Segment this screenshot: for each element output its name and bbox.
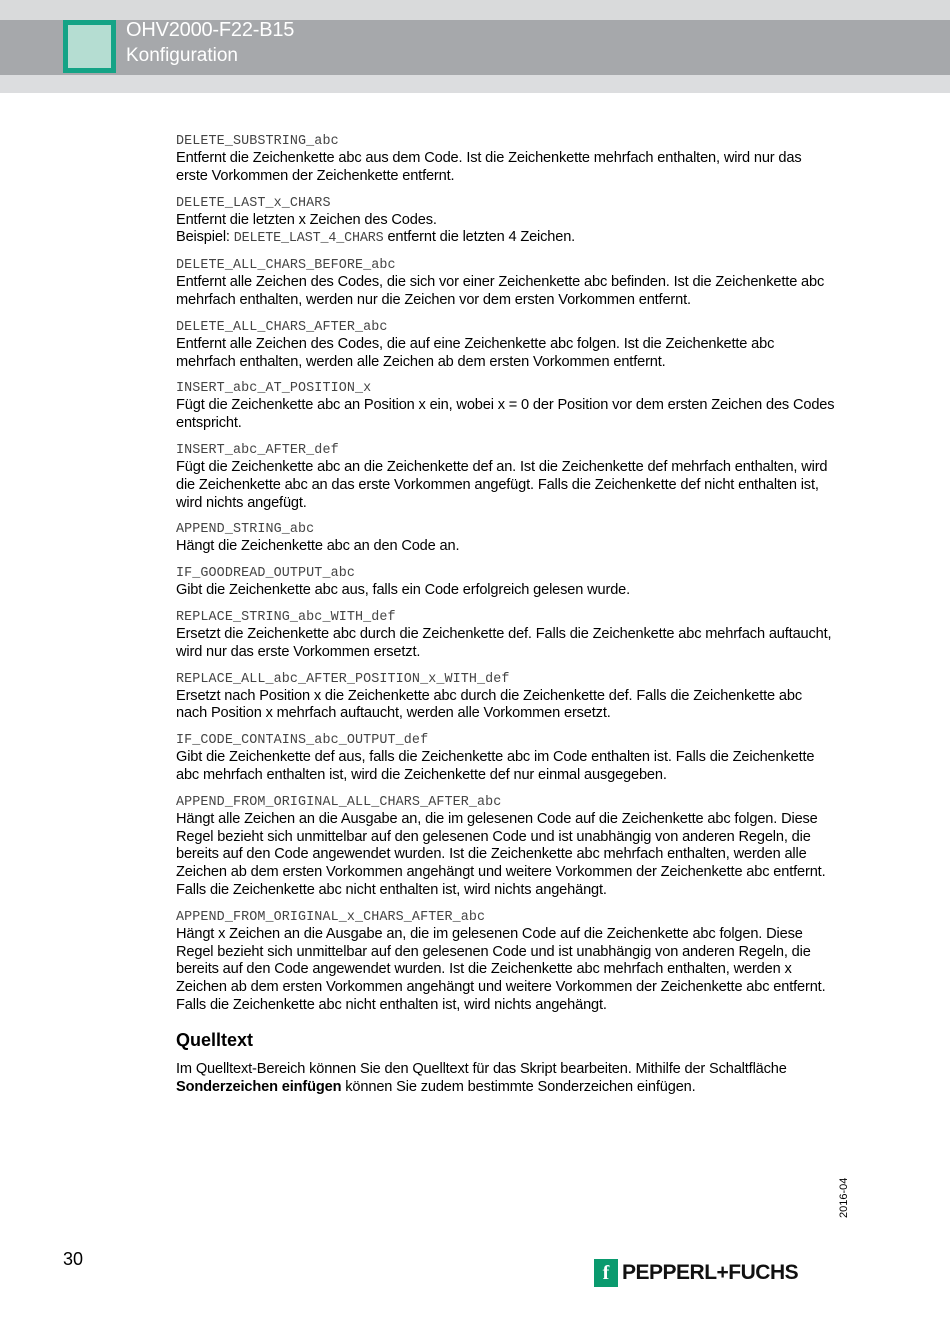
rule-description: Gibt die Zeichenkette def aus, falls die Zeichenkette abc im Code enthalten ist. Falls die Zeichenkette abc mehrfach enthalten ist, wird die Zeichenkette def nur einmal ausgegeben.	[176, 749, 815, 783]
rule-description: Fügt die Zeichenkette abc an die Zeichenkette def an. Ist die Zeichenkette def mehrfach enthalten, wird die Zeichenkette abc an das erste Vorkommen angefügt. Falls die Zeichenkette def nicht enthalten ist, wird nichts angefügt.	[176, 458, 828, 511]
rule-description: Hängt die Zeichenkette abc an den Code an.	[176, 538, 460, 555]
rule-entry	[176, 522, 836, 556]
brand-mark-icon: f	[594, 1259, 618, 1287]
rule-code: DELETE_ALL_CHARS_BEFORE_abc	[176, 258, 396, 274]
header-logo-box	[63, 20, 116, 73]
rule-entry	[176, 733, 836, 785]
edition-date: 2016-04	[838, 1177, 850, 1218]
rule-code: APPEND_FROM_ORIGINAL_x_CHARS_AFTER_abc	[176, 909, 486, 925]
rule-code: INSERT_abc_AT_POSITION_x	[176, 381, 372, 397]
page-number: 30	[63, 1249, 84, 1269]
rule-code: IF_GOODREAD_OUTPUT_abc	[176, 566, 355, 582]
main-content	[176, 134, 836, 1096]
rule-entry	[176, 258, 836, 310]
rule-code: INSERT_abc_AFTER_def	[176, 442, 339, 458]
rule-entry	[176, 910, 836, 1015]
header-subtitle: Konfiguration	[126, 45, 238, 66]
section-text-before: Im Quelltext-Bereich können Sie den Quelltext für das Skript bearbeiten. Mithilfe der Schaltfläche	[176, 1060, 787, 1077]
rule-code: APPEND_FROM_ORIGINAL_ALL_CHARS_AFTER_abc	[176, 794, 502, 810]
rule-description: Fügt die Zeichenkette abc an Position x ein, wobei x = 0 der Position vor dem ersten Zeichen des Codes entspricht.	[176, 397, 835, 432]
top-strip	[0, 0, 950, 20]
rule-description: Ersetzt die Zeichenkette abc durch die Zeichenkette def. Falls die Zeichenkette abc mehrfach auftaucht, wird nur das erste Vorkommen ersetzt.	[176, 625, 832, 660]
rule-entry	[176, 795, 836, 900]
rule-entry	[176, 320, 836, 372]
example-suffix: entfernt die letzten 4 Zeichen.	[387, 229, 576, 246]
section-title: Quelltext	[176, 1029, 254, 1050]
section-text	[176, 1061, 836, 1097]
rule-code: REPLACE_STRING_abc_WITH_def	[176, 609, 396, 625]
rule-entry	[176, 610, 836, 662]
rule-code: DELETE_SUBSTRING_abc	[176, 134, 339, 149]
rule-description: Gibt die Zeichenkette abc aus, falls ein Code erfolgreich gelesen wurde.	[176, 582, 631, 599]
rule-code: REPLACE_ALL_abc_AFTER_POSITION_x_WITH_def	[176, 671, 510, 687]
rule-entry	[176, 134, 836, 186]
rule-description: Entfernt die Zeichenkette abc aus dem Code. Ist die Zeichenkette mehrfach enthalten, wird nur das erste Vorkommen der Zeichenkette entfernt.	[176, 150, 802, 184]
rule-entry	[176, 672, 836, 724]
rule-example	[176, 229, 836, 248]
rule-entry	[176, 443, 836, 512]
rule-code: DELETE_ALL_CHARS_AFTER_abc	[176, 319, 388, 335]
brand-name: PEPPERL+FUCHS	[622, 1261, 799, 1284]
section-text-bold: Sonderzeichen einfügen	[176, 1078, 342, 1095]
brand-logo	[594, 1258, 798, 1288]
rule-code: IF_CODE_CONTAINS_abc_OUTPUT_def	[176, 733, 429, 749]
rule-entry	[176, 381, 836, 433]
rule-entry	[176, 566, 836, 600]
rule-description: Entfernt alle Zeichen des Codes, die sich vor einer Zeichenkette abc befinden. Ist die Zeichenkette abc mehrfach enthalten, werden nur die Zeichen vor dem ersten Vorkommen entfernt.	[176, 274, 825, 308]
section-text-after: können Sie zudem bestimmte Sonderzeichen einfügen.	[345, 1078, 696, 1095]
rule-description: Ersetzt nach Position x die Zeichenkette abc durch die Zeichenkette def. Falls die Zeichenkette abc nach Position x mehrfach auftaucht, werden alle Vorkommen ersetzt.	[176, 687, 803, 722]
rule-description: Hängt alle Zeichen an die Ausgabe an, die im gelesenen Code auf die Zeichenkette abc folgen. Diese Regel bezieht sich unmittelbar auf den gelesenen Code und ist unabhängig von anderen Regeln, die bereits auf den Code angewendet wurden. Ist die Zeichenkette abc mehrfach enthalten, werden alle Zeichen ab dem ersten Vorkommen angehängt und weitere Vorkommen der Zeichenkette abc entfernt. Falls die Zeichenkette abc nicht enthalten ist, wird nichts angehängt.	[176, 810, 826, 898]
rule-entry	[176, 196, 836, 249]
rule-code: APPEND_STRING_abc	[176, 522, 315, 538]
header-band	[0, 75, 950, 93]
rule-description: Hängt x Zeichen an die Ausgabe an, die im gelesenen Code auf die Zeichenkette abc folgen. Diese Regel bezieht sich unmittelbar auf den gelesenen Code und ist unabhängig von anderen Regeln, die bereits auf den Code angewendet wurden. Ist die Zeichenkette abc mehrfach enthalten, werden x Zeichen ab dem ersten Vorkommen angehängt und weitere Vorkommen der Zeichenkette abc entfernt. Falls die Zeichenkette abc nicht enthalten ist, wird nichts angehängt.	[176, 925, 826, 1013]
rule-code: DELETE_LAST_x_CHARS	[176, 195, 331, 211]
rule-description: Entfernt alle Zeichen des Codes, die auf eine Zeichenkette abc folgen. Ist die Zeichenkette abc mehrfach enthalten, werden alle Zeichen ab dem ersten Vorkommen entfernt.	[176, 335, 775, 370]
example-prefix: Beispiel:	[176, 229, 230, 246]
rule-description: Entfernt die letzten x Zeichen des Codes.	[176, 211, 437, 228]
header-title: OHV2000-F22-B15	[126, 19, 295, 41]
example-code: DELETE_LAST_4_CHARS	[233, 231, 384, 247]
